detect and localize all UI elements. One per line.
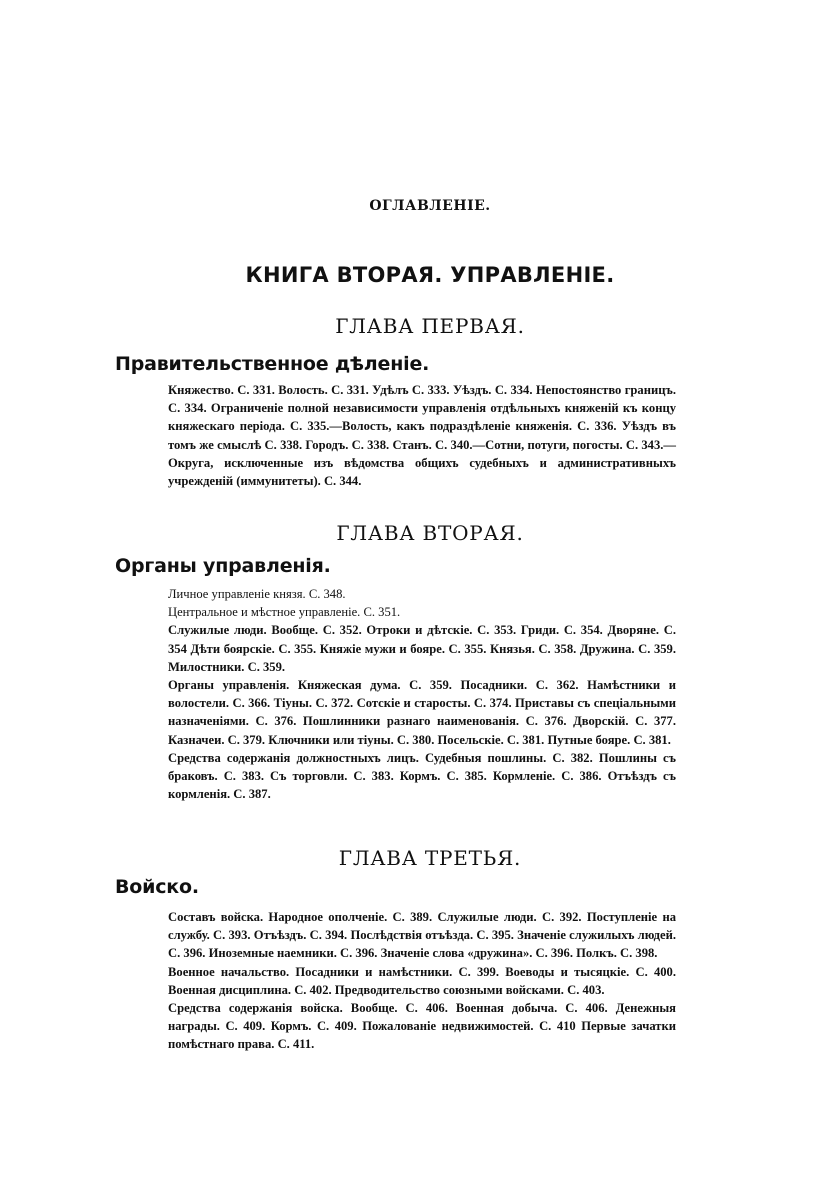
toc-paragraph: Служилые люди. Вообще. С. 352. Отроки и дѣтскіе. С. 353. Гриди. С. 354. Дворяне. С. 354 Дѣти боярскіе. С. 355. Княжіе мужи и бояре. С. 355. Князья. С. 358. Дружина. С. 359. Милостники. С. 359. bbox=[168, 623, 676, 674]
chapter-body bbox=[168, 585, 676, 803]
toc-title: ОГЛАВЛЕНІЕ. bbox=[369, 198, 491, 214]
toc-paragraph: Личное управленіе князя. С. 348. bbox=[168, 587, 346, 601]
chapter-heading: ГЛАВА ПЕРВАЯ. bbox=[335, 314, 525, 338]
chapter-heading: ГЛАВА ВТОРАЯ. bbox=[336, 521, 524, 545]
chapter-heading: ГЛАВА ТРЕТЬЯ. bbox=[338, 846, 522, 870]
toc-paragraph: Центральное и мѣстное управленіе. С. 351. bbox=[168, 605, 401, 620]
toc-paragraph: Средства содержанія должностныхъ лицъ. Судебныя пошлины. С. 382. Пошлины съ браковъ. С. 383. Съ торговли. С. 383. Кормъ. С. 385. Кормленіе. С. 386. Отъѣздъ съ кормленія. С. 387. bbox=[168, 750, 676, 802]
chapter-body bbox=[168, 908, 676, 1054]
toc-paragraph: Органы управленія. Княжеская дума. С. 359. Посадники. С. 362. Намѣстники и волостели. С. 366. Тіуны. С. 372. Сотскіе и старосты. С. 374. Приставы съ спеціальными назначеніями. С. 376. Пошлинники разнаго наименованія. С. 376. Дворскій. С. 377. Казначеи. С. 379. Ключники или тіуны. С. 380. Посельскіе. С. 381. Путные бояре. С. 381. bbox=[168, 678, 676, 747]
toc-paragraph: Военное начальство. Посадники и намѣстники. С. 399. Воеводы и тысяцкіе. С. 400. Военная дисциплина. С. 402. Предводительство союзными войсками. С. 403. bbox=[168, 964, 676, 997]
section-title: Органы управленія. bbox=[115, 555, 331, 577]
section-title: Правительственное дѣленіе. bbox=[115, 353, 430, 375]
toc-paragraph: Составъ войска. Народное ополченіе. С. 389. Служилые люди. С. 392. Поступленіе на службу. С. 393. Отъѣздъ. С. 394. Послѣдствія отъѣзда. С. 395. Значеніе служилыхъ людей. С. 396. Иноземные наемники. С. 396. Значеніе слова «дружина». С. 396. Полкъ. С. 398. bbox=[168, 910, 676, 961]
toc-paragraph: Средства содержанія войска. Вообще. С. 406. Военная добыча. С. 406. Денежныя награды. С. 409. Кормъ. С. 409. Пожалованіе недвижимостей. С. 410 Первые зачатки помѣстнаго права. С. 411. bbox=[168, 1001, 676, 1052]
section-title: Войско. bbox=[115, 876, 199, 898]
toc-paragraph: Княжество. С. 331. Волость. С. 331. Удѣлъ С. 333. Уѣздъ. С. 334. Непостоянство границъ. С. 334. Ограниченіе полной независимости управленія отдѣльныхъ княженій къ концу княжескаго періода. С. 335.—Волость, какъ подраздѣленіе княженія. С. 336. Уѣздъ въ томъ же смыслѣ С. 338. Городъ. С. 338. Станъ. С. 340.—Сотни, потуги, погосты. С. 343.—Округа, исключенные изъ вѣдомства общихъ судебныхъ и административныхъ учрежденій (иммунитеты). С. 344. bbox=[168, 383, 676, 489]
book-title: КНИГА ВТОРАЯ. УПРАВЛЕНІЕ. bbox=[245, 263, 615, 287]
chapter-body bbox=[168, 381, 676, 490]
